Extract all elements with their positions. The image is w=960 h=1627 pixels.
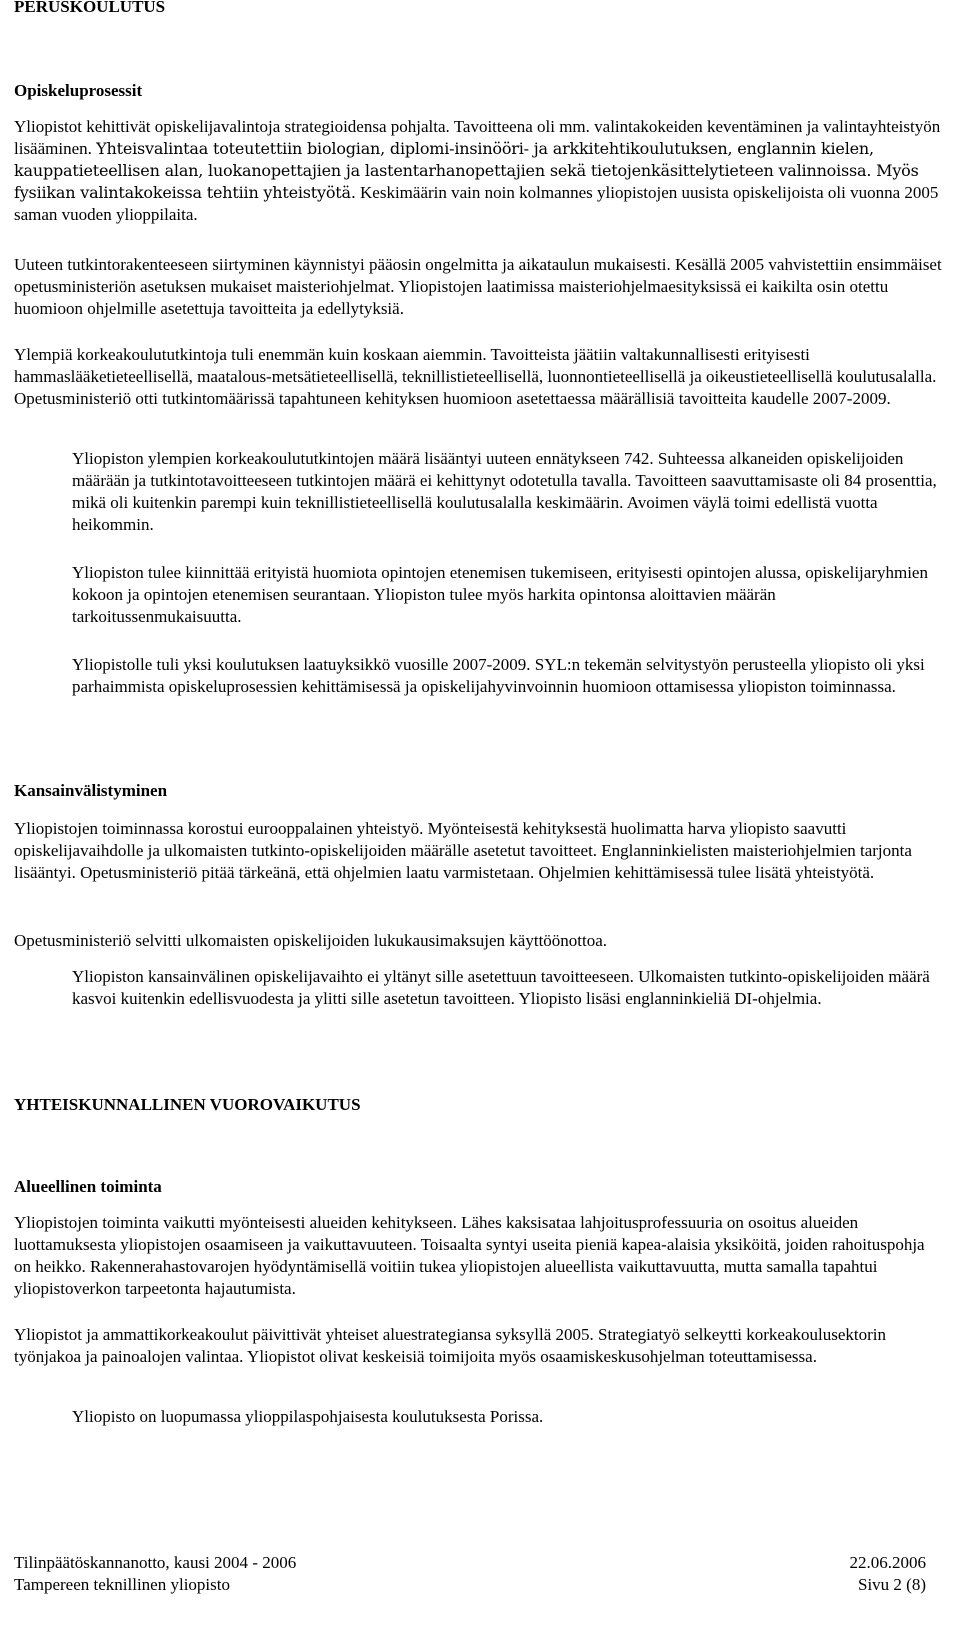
section-heading-yhteiskunnallinen: YHTEISKUNNALLINEN VUOROVAIKUTUS	[14, 1095, 361, 1114]
paragraph-valinnat-part-b: Yhteisvalintaa toteutettiin biologian, diplomi-insinööri- ja arkkitehtikoulutuksen, englannin kielen, kauppatieteellisen alan, luokanopettajien ja lastentarhanopettajien sekä tietojenkäsittelytieteen valinnoissa. Myös fysiikan valintakokeissa tehtiin yhteistyötä.	[14, 139, 919, 202]
paragraph-opintojen-eteneminen: Yliopiston tulee kiinnittää erityistä huomiota opintojen etenemisen tukemiseen, erityisesti opintojen alussa, opiskelijaryhmien kokoon ja opintojen etenemisen seurantaan. Yliopiston tulee myös harkita opintonsa aloittavien määrän tarkoitussenmukaisuutta.	[72, 563, 928, 626]
subheading-opiskeluprosessit: Opiskeluprosessit	[14, 81, 143, 100]
footer-date: 22.06.2006	[849, 1553, 926, 1572]
footer-document-title: Tilinpäätöskannanotto, kausi 2004 - 2006	[14, 1553, 297, 1572]
paragraph-valinnat-part-a: Yliopistot kehittivät opiskelijavalintoja strategioidensa pohjalta. Tavoitteena oli mm. valintakokeiden keventäminen ja valintayhteistyön lisääminen.	[14, 117, 941, 158]
footer-row-2	[14, 1574, 926, 1596]
paragraph-eurooppalainen: Yliopistojen toiminnassa korostui eurooppalainen yhteistyö. Myönteisestä kehityksestä huolimatta harva yliopisto saavutti opiskelijavaihdolle ja ulkomaisten tutkinto-opiskelijoiden määrälle asetetut tavoitteet. Englanninkielisten maisteriohjelmien tarjonta lisääntyi. Opetusministeriö pitää tärkeänä, että ohjelmien laatu varmistetaan. Ohjelmien kehittämisessä tulee lisätä yhteistyötä.	[14, 819, 912, 882]
paragraph-yliopisto-tutkinnot: Yliopiston ylempien korkeakoulututkintojen määrä lisääntyi uuteen ennätykseen 742. Suhteessa alkaneiden opiskelijoiden määrään ja tutkintotavoitteeseen tutkintojen määrä ei kehittynyt odotetulla tavalla. Tavoitteen saavuttamisaste oli 84 prosenttia, mikä oli kuitenkin parempi kuin teknillistieteellisellä koulutusalalla keskimäärin. Avoimen väylä toimi edellistä vuotta heikommin.	[72, 449, 937, 534]
paragraph-valinnat	[14, 116, 944, 226]
paragraph-tutkintorakenne: Uuteen tutkintorakenteeseen siirtyminen käynnistyi pääosin ongelmitta ja aikataulun mukaisesti. Kesällä 2005 vahvistettiin ensimmäiset opetusministeriön asetuksen mukaiset maisteriohjelmat. Yliopistojen laatimissa maisteriohjelmaesityksissä ei kaikilta osin otettu huomioon ohjelmille asetettuja tavoitteita ja edellytyksiä.	[14, 255, 942, 318]
subheading-kansainvalistyminen: Kansainvälistyminen	[14, 781, 168, 800]
subheading-alueellinen: Alueellinen toiminta	[14, 1177, 162, 1196]
paragraph-alueet: Yliopistojen toiminta vaikutti myönteisesti alueiden kehitykseen. Lähes kaksisataa lahjoitusprofessuuria on osoitus alueiden luottamuksesta yliopistojen osaamiseen ja vaikuttavuuteen. Toisaalta syntyi useita pieniä kapea-alaisia yksiköitä, joiden rahoituspohja on heikko. Rakennerahastovarojen hyödyntämisellä voitiin tukea yliopistojen alueellista vaikuttavuutta, mutta samalla tapahtui yliopistoverkon tarpeetonta hajautumista.	[14, 1213, 925, 1298]
paragraph-aluestrategia: Yliopistot ja ammattikorkeakoulut päivittivät yhteiset aluestrategiansa syksyllä 2005. Strategiatyö selkeytti korkeakoulusektorin työnjakoa ja painoalojen valintaa. Yliopistot olivat keskeisiä toimijoita myös osaamiskeskusohjelman toteuttamisessa.	[14, 1325, 887, 1366]
page-footer	[14, 1552, 926, 1596]
paragraph-ylemmat-tutkinnot: Ylempiä korkeakoulututkintoja tuli enemmän kuin koskaan aiemmin. Tavoitteista jäätiin valtakunnallisesti erityisesti hammaslääketieteellisellä, maatalous-metsätieteellisellä, teknillistieteellisellä, luonnontieteellisellä ja oikeustieteellisellä koulutusalalla. Opetusministeriö otti tutkintomäärissä tapahtuneen kehityksen huomioon asetettaessa määrällisiä tavoitteita kaudelle 2007-2009.	[14, 345, 937, 408]
paragraph-pori: Yliopisto on luopumassa ylioppilaspohjaisesta koulutuksesta Porissa.	[72, 1407, 544, 1426]
paragraph-lukukausimaksut: Opetusministeriö selvitti ulkomaisten opiskelijoiden lukukausimaksujen käyttöönottoa.	[14, 931, 608, 950]
section-heading-peruskoulutus: PERUSKOULUTUS	[14, 0, 166, 16]
footer-row-1	[14, 1552, 926, 1574]
paragraph-valinnat-part-c: Keskimäärin vain noin kolmannes yliopistojen uusista opiskelijoista oli vuonna 2005 saman vuoden ylioppilaita.	[14, 183, 939, 224]
paragraph-laatuyksikko: Yliopistolle tuli yksi koulutuksen laatuyksikkö vuosille 2007-2009. SYL:n tekemän selvitystyön perusteella yliopisto oli yksi parhaimmista opiskeluprosessien kehittämisessä ja opiskelijahyvinvoinnin huomioon ottamisessa yliopiston toiminnassa.	[72, 655, 925, 696]
paragraph-opiskelijavaihto: Yliopiston kansainvälinen opiskelijavaihto ei yltänyt sille asetettuun tavoitteeseen. Ulkomaisten tutkinto-opiskelijoiden määrä kasvoi kuitenkin edellisvuodesta ja ylitti sille asetetun tavoitteen. Yliopisto lisäsi englanninkieliä DI-ohjelmia.	[72, 967, 930, 1008]
footer-page-number: Sivu 2 (8)	[858, 1575, 926, 1594]
footer-university: Tampereen teknillinen yliopisto	[14, 1575, 230, 1594]
